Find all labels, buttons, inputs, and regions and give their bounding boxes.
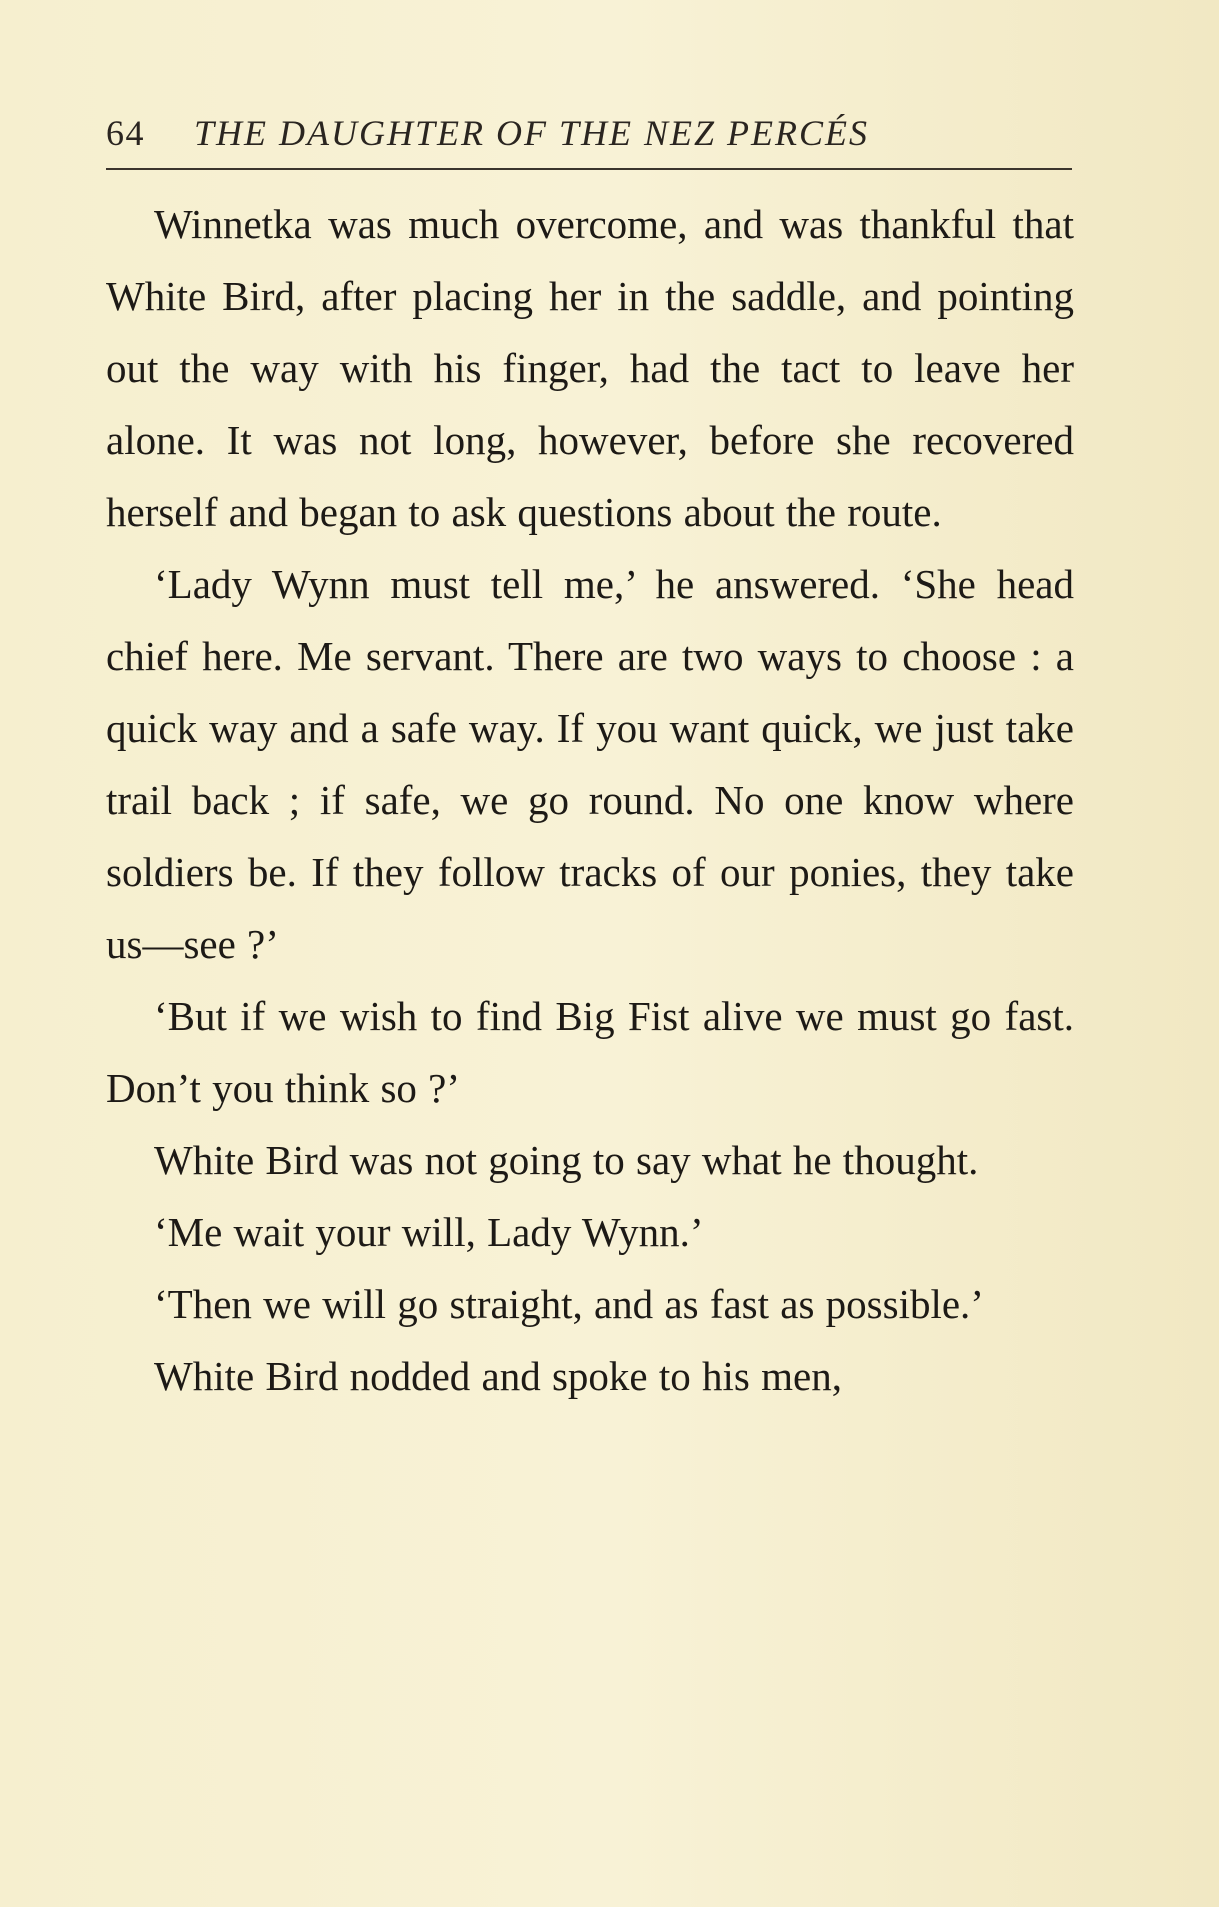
book-page (106, 112, 1074, 1412)
paragraph: ‘Lady Wynn must tell me,’ he answered. ‘She head chief here. Me servant. There are two ways to choose : a quick way and a safe way. If you want quick, we just take trail back ; if safe, we go round. No one know where soldiers be. If they follow tracks of our ponies, they take us—see ?’ (106, 561, 1074, 967)
page-number: 64 (106, 113, 145, 153)
running-head (106, 112, 1074, 154)
body-text (106, 188, 1074, 1412)
paragraph: Winnetka was much overcome, and was thankful that White Bird, after placing her in the saddle, and pointing out the way with his finger, had the tact to leave her alone. It was not long, however, before she recovered herself and began to ask questions about the route. (106, 201, 1074, 535)
paragraph: ‘But if we wish to find Big Fist alive we must go fast. Don’t you think so ?’ (106, 993, 1074, 1111)
paragraph: White Bird nodded and spoke to his men, (154, 1353, 842, 1399)
paragraph: White Bird was not going to say what he thought. (154, 1137, 979, 1183)
paragraph: ‘Me wait your will, Lady Wynn.’ (154, 1209, 704, 1255)
paragraph: ‘Then we will go straight, and as fast as possible.’ (154, 1281, 984, 1327)
running-title: THE DAUGHTER OF THE NEZ PERCÉS (194, 113, 869, 153)
header-rule (106, 168, 1072, 170)
